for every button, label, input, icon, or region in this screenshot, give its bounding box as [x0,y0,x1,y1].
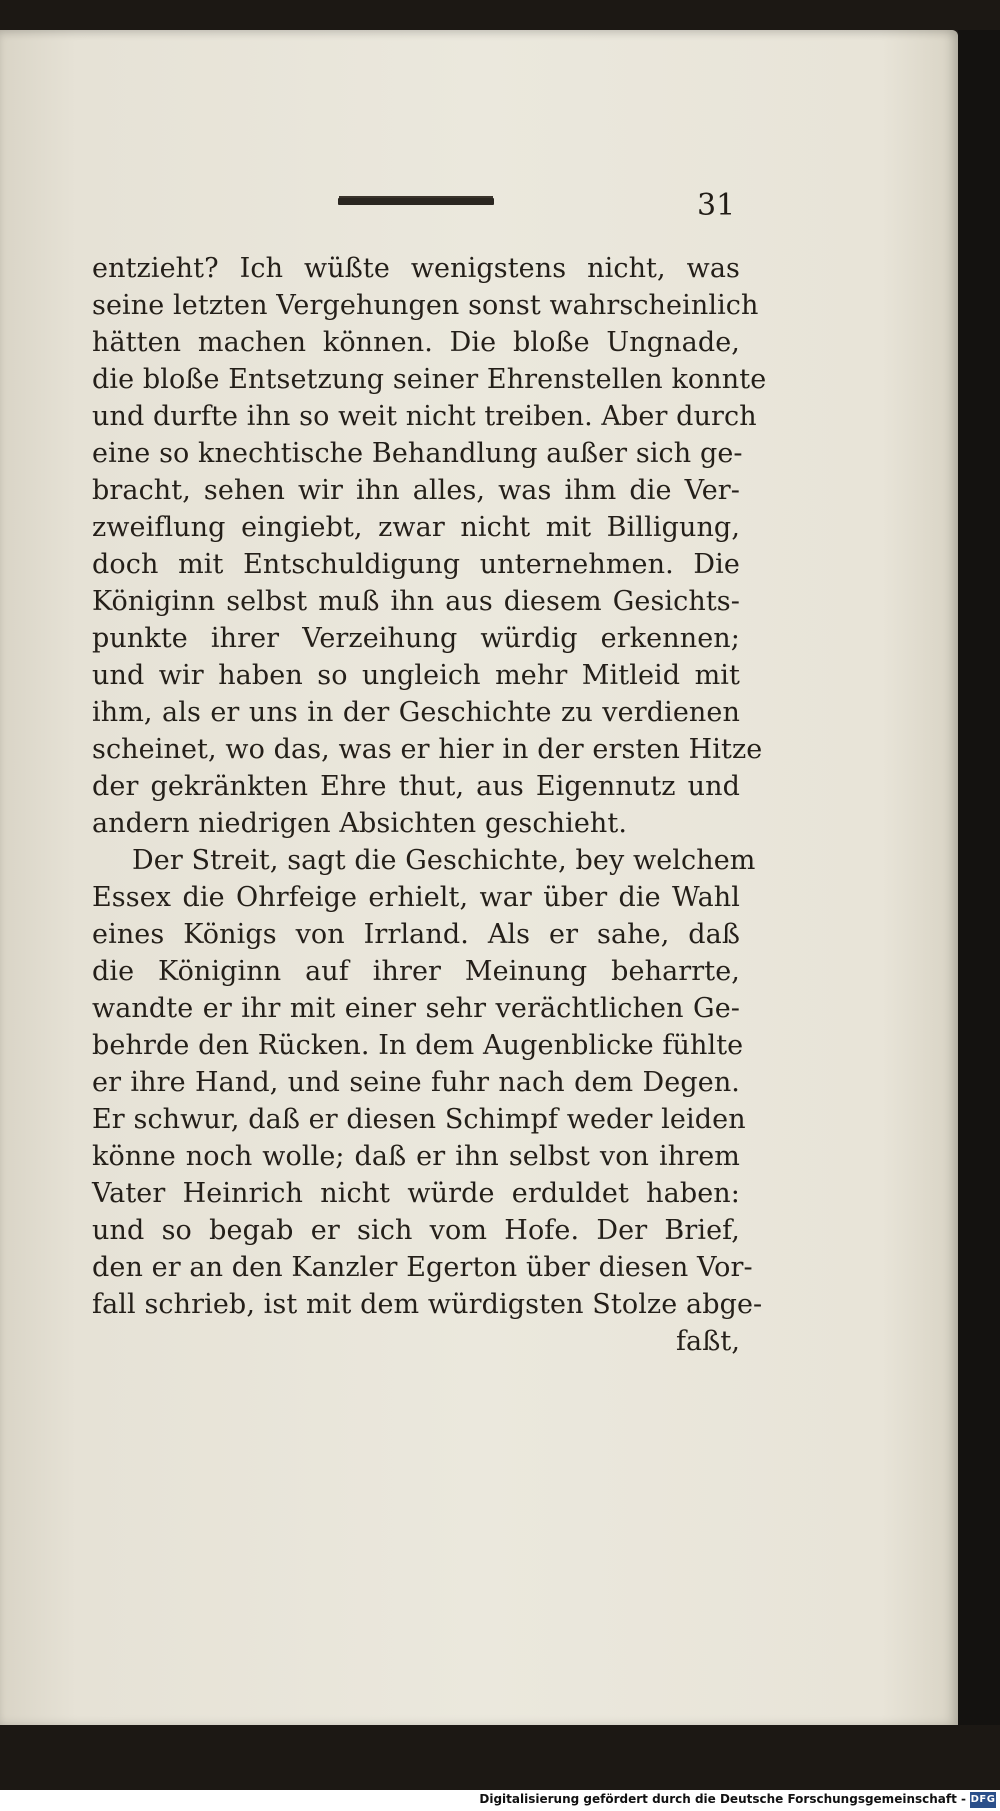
text-line: der gekränkten Ehre thut, aus Eigennutz und [92,771,740,802]
text-line: entzieht? Ich wüßte wenigstens nicht, was [92,253,740,284]
text-line: könne noch wolle; daß er ihn selbst von ihrem [92,1141,740,1172]
text-line: die Königinn auf ihrer Meinung beharrte, [92,956,740,987]
footer-bar [0,1790,1000,1811]
text-line: Er schwur, daß er diesen Schimpf weder leiden [92,1104,746,1135]
text-line: wandte er ihr mit einer sehr verächtlichen Ge- [92,993,740,1024]
digitization-credit: Digitalisierung gefördert durch die Deutsche Forschungsgemeinschaft - [479,1792,966,1806]
text-line: Der Streit, sagt die Geschichte, bey welchem [132,845,756,876]
catchword: faßt, [675,1326,740,1357]
text-line: Vater Heinrich nicht würde erduldet haben: [92,1178,740,1209]
text-line: seine letzten Vergehungen sonst wahrscheinlich [92,290,759,321]
text-line: fall schrieb, ist mit dem würdigsten Stolze abge- [92,1289,763,1320]
text-line: die bloße Entsetzung seiner Ehrenstellen konnte [92,364,767,395]
page-number: 31 [697,188,736,223]
text-line: und durfte ihn so weit nicht treiben. Aber durch [92,401,757,432]
text-line: zweiflung eingiebt, zwar nicht mit Billigung, [92,512,740,543]
dfg-logo: DFG [970,1792,996,1808]
text-line: bracht, sehen wir ihn alles, was ihm die Ver- [92,475,740,506]
body-text [92,250,767,1360]
text-line: Königinn selbst muß ihn aus diesem Gesichts- [92,586,740,617]
text-line: ihm, als er uns in der Geschichte zu verdienen [92,697,740,728]
text-line: den er an den Kanzler Egerton über diesen Vor- [92,1252,753,1283]
text-line: Essex die Ohrfeige erhielt, war über die Wahl [92,882,740,913]
text-line: behrde den Rücken. In dem Augenblicke fühlte [92,1030,744,1061]
text-line: und so begab er sich vom Hofe. Der Brief, [92,1215,740,1246]
header-rule [338,198,494,205]
text-line: andern niedrigen Absichten geschieht. [92,808,628,839]
text-line: eine so knechtische Behandlung außer sich ge- [92,438,743,469]
text-line: doch mit Entschuldigung unternehmen. Die [92,549,740,580]
text-line: hätten machen können. Die bloße Ungnade, [92,327,740,358]
text-line: und wir haben so ungleich mehr Mitleid mit [92,660,740,691]
text-line: scheinet, wo das, was er hier in der ersten Hitze [92,734,763,765]
text-line: eines Königs von Irrland. Als er sahe, daß [92,919,740,950]
text-line: punkte ihrer Verzeihung würdig erkennen; [92,623,740,654]
page-edge-shadow [958,30,1000,1725]
text-line: er ihre Hand, und seine fuhr nach dem Degen. [92,1067,740,1098]
